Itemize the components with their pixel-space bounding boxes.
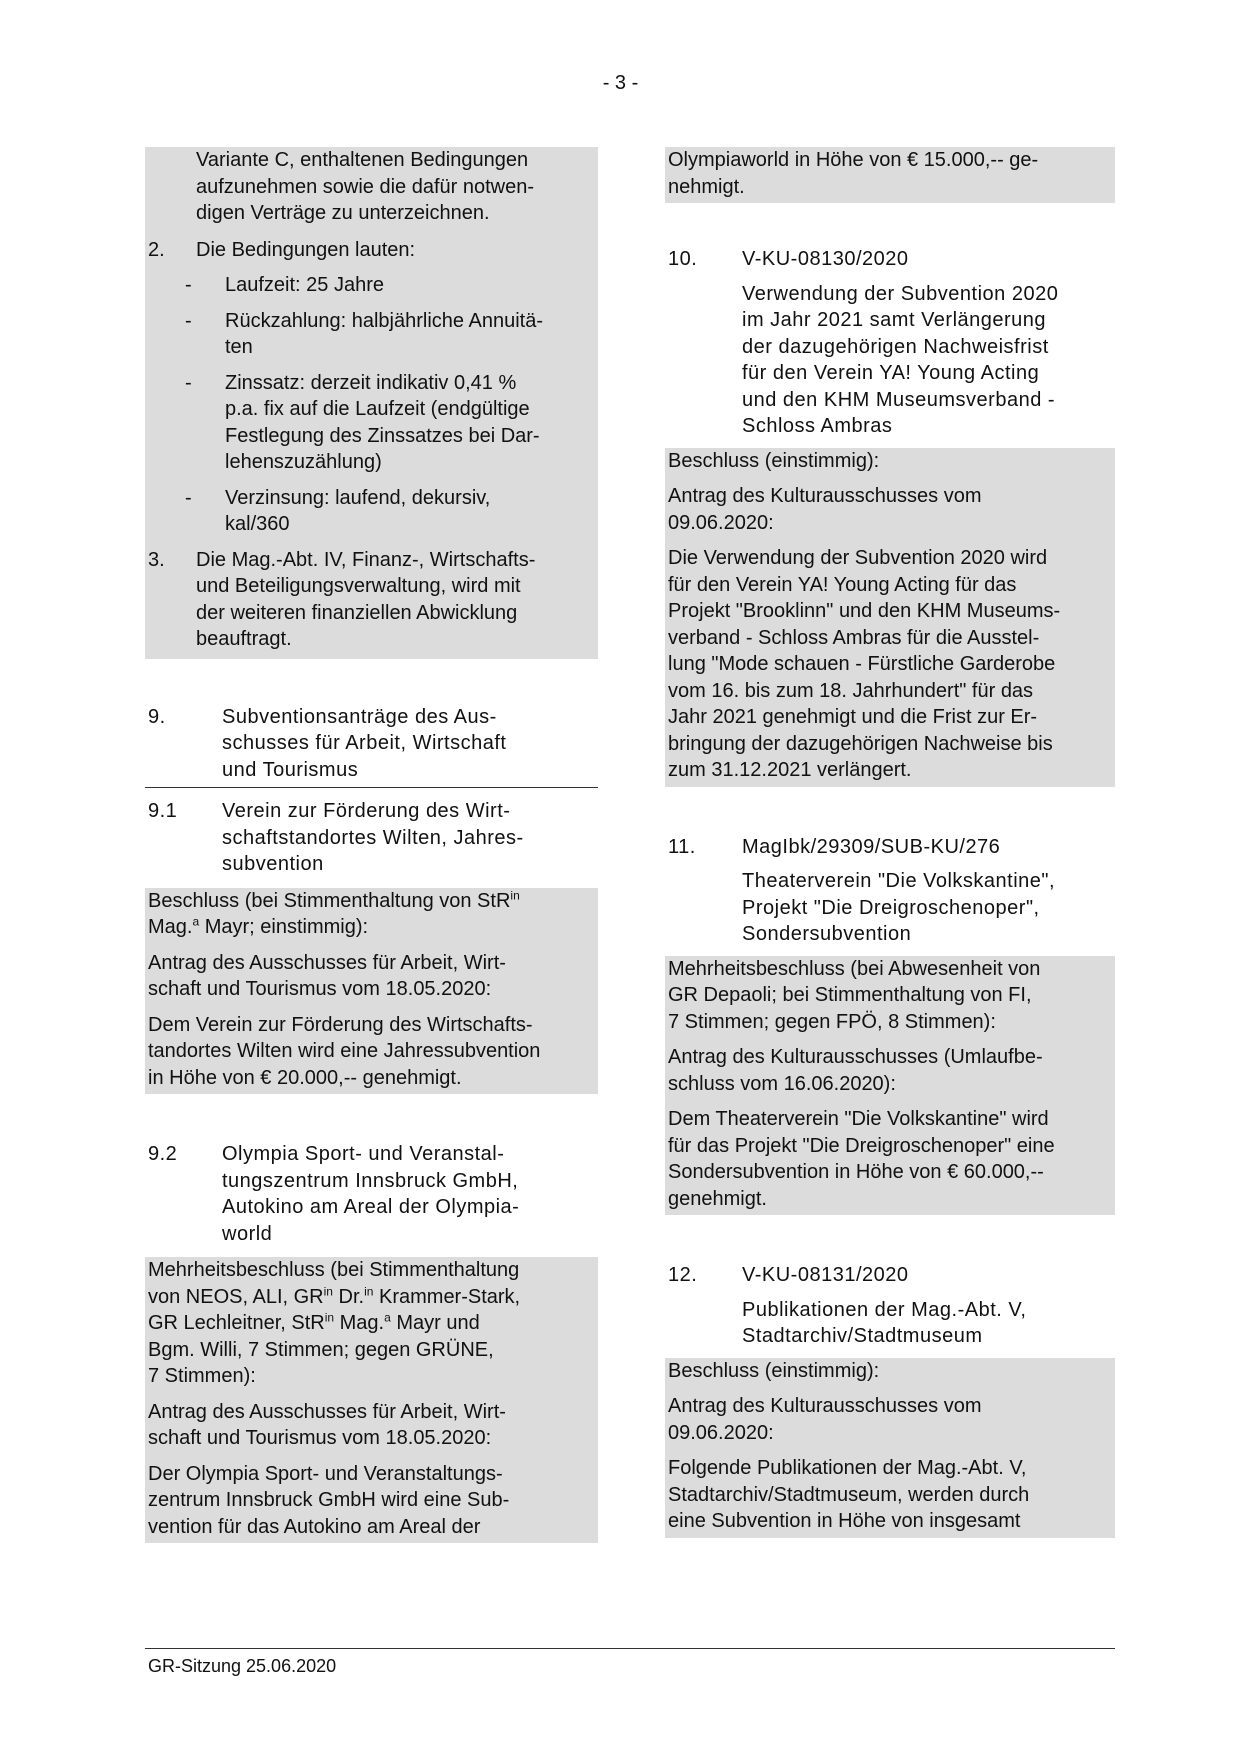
text-span: Mayr; einstimmig): — [199, 916, 369, 938]
list-item-2 — [145, 237, 598, 264]
text-line: Jahr 2021 genehmigt und die Frist zur Er- — [668, 706, 1038, 728]
text-line: und Tourismus — [222, 758, 359, 781]
text-line: 09.06.2020: — [668, 511, 774, 534]
text-line: nehmigt. — [668, 175, 745, 198]
condition-item — [145, 308, 598, 361]
text-line: Projekt "Die Dreigroschenoper", — [742, 896, 1040, 919]
decision-text: Beschluss (einstimmig): — [668, 1359, 880, 1382]
dash-marker: - — [185, 274, 192, 296]
item-9-2-decision-block — [145, 1257, 598, 1543]
footer-text: GR-Sitzung 25.06.2020 — [148, 1656, 337, 1676]
list-text: Die Bedingungen lauten: — [196, 238, 416, 261]
item-title — [222, 1141, 598, 1247]
text-line: schusses für Arbeit, Wirtschaft — [222, 732, 507, 754]
text-line: subvention — [222, 853, 324, 875]
text-line: Zinssatz: derzeit indikativ 0,41 % — [225, 371, 517, 394]
text-line: Antrag des Ausschusses für Arbeit, Wirt- — [148, 1400, 506, 1423]
text-line: 7 Stimmen): — [148, 1365, 256, 1387]
section-11-title — [665, 868, 1115, 948]
section-code: V-KU-08131/2020 — [742, 1264, 909, 1286]
text-line: und Beteiligungsverwaltung, wird mit — [196, 575, 521, 597]
dash-marker: - — [185, 309, 192, 332]
text-line: p.a. fix auf die Laufzeit (endgültige — [225, 398, 530, 420]
resolution-text — [668, 1455, 1112, 1535]
section-10-heading — [665, 246, 1115, 273]
resolution-text — [668, 1106, 1112, 1212]
text-line: Verzinsung: laufend, dekursiv, — [225, 486, 491, 509]
text-line: schluss vom 16.06.2020): — [668, 1072, 896, 1095]
decision-text: Beschluss (einstimmig): — [668, 449, 880, 472]
text-line: genehmigt. — [668, 1187, 767, 1210]
section-10-decision-block — [665, 448, 1115, 787]
condition-text — [225, 485, 598, 538]
section-11-heading — [665, 834, 1115, 861]
section-number: 9. — [148, 705, 166, 728]
text-line: Die Verwendung der Subvention 2020 wird — [668, 547, 1048, 569]
text-line: Bgm. Willi, 7 Stimmen; gegen GRÜNE, — [148, 1338, 494, 1361]
text-span: Mag. — [334, 1312, 385, 1334]
resolution-text — [668, 545, 1112, 784]
item-number: 9.2 — [148, 1143, 178, 1165]
section-12-heading — [665, 1262, 1115, 1289]
text-line: Publikationen der Mag.-Abt. V, — [742, 1298, 1027, 1321]
decision-text — [148, 1257, 595, 1390]
section-11-decision-block — [665, 956, 1115, 1216]
text-line: für den Verein YA! Young Acting für das — [668, 573, 1017, 596]
text-line: Sondersubvention in Höhe von € 60.000,-- — [668, 1161, 1044, 1183]
text-line: Festlegung des Zinssatzes bei Dar- — [225, 424, 540, 447]
text-line: schaft und Tourismus vom 18.05.2020: — [148, 978, 492, 1000]
text-line: beauftragt. — [196, 628, 292, 650]
text-line: Stadtarchiv/Stadtmuseum — [742, 1325, 983, 1347]
text-line: Projekt "Brooklinn" und den KHM Museums- — [668, 600, 1061, 622]
superscript: in — [364, 1283, 374, 1298]
section-number: 10. — [668, 248, 698, 270]
page-number: - 3 - — [602, 72, 639, 94]
left-column — [145, 147, 598, 1543]
text-line: Antrag des Kulturausschusses (Umlaufbe- — [668, 1046, 1043, 1068]
text-line — [148, 1284, 595, 1311]
text-line — [148, 1310, 595, 1337]
condition-text — [225, 370, 598, 476]
resolution-text — [148, 1012, 595, 1092]
text-line: lehenszuzählung) — [225, 451, 382, 473]
text-line: Variante C, enthaltenen Bedingungen — [196, 149, 529, 171]
text-line: Der Olympia Sport- und Veranstaltungs- — [148, 1462, 503, 1485]
text-line: in Höhe von € 20.000,-- genehmigt. — [148, 1066, 462, 1089]
text-line: tungszentrum Innsbruck GmbH, — [222, 1169, 519, 1192]
text-line: zum 31.12.2021 verlängert. — [668, 759, 912, 781]
text-line: Mehrheitsbeschluss (bei Abwesenheit von — [668, 957, 1041, 980]
text-span: Beschluss (bei Stimmenthaltung von StR — [148, 889, 511, 912]
text-line: schaft und Tourismus vom 18.05.2020: — [148, 1427, 492, 1449]
section-12-title — [665, 1297, 1115, 1350]
footer-divider — [145, 1648, 1115, 1649]
superscript: in — [324, 1310, 335, 1325]
text-line: Verwendung der Subvention 2020 — [742, 282, 1059, 305]
text-line: Dem Verein zur Förderung des Wirtschafts- — [148, 1013, 533, 1036]
condition-text: Laufzeit: 25 Jahre — [225, 274, 384, 296]
text-line: bringung der dazugehörigen Nachweise bis — [668, 732, 1053, 755]
antrag-text — [148, 950, 595, 1003]
item-number: 9.1 — [148, 800, 178, 822]
section-number: 11. — [668, 835, 696, 858]
continued-text — [145, 147, 598, 227]
right-column — [665, 147, 1115, 1538]
text-span: Dr. — [332, 1285, 365, 1308]
text-line: zentrum Innsbruck GmbH wird eine Sub- — [148, 1489, 510, 1511]
resolution-text — [148, 1461, 595, 1541]
text-line: Autokino am Areal der Olympia- — [222, 1196, 520, 1218]
text-line: Mehrheitsbeschluss (bei Stimmenthaltung — [148, 1259, 520, 1281]
list-item-3 — [145, 547, 598, 653]
item-9-1-heading — [145, 798, 598, 878]
section-10-title — [665, 281, 1115, 440]
text-line: Subventionsanträge des Aus- — [222, 705, 497, 728]
text-line: verband - Schloss Ambras für die Ausstel- — [668, 626, 1040, 649]
condition-item — [145, 370, 598, 476]
section-number: 12. — [668, 1264, 698, 1286]
superscript: in — [323, 1283, 333, 1298]
text-line: schaftstandortes Wilten, Jahres- — [222, 826, 524, 849]
text-line: Stadtarchiv/Stadtmuseum, werden durch — [668, 1483, 1030, 1506]
continued-block — [145, 147, 598, 659]
condition-text — [225, 308, 598, 361]
text-span: von NEOS, ALI, GR — [148, 1285, 324, 1308]
text-line: für das Projekt "Die Dreigroschenoper" eine — [668, 1134, 1055, 1157]
text-line: für den Verein YA! Young Acting — [742, 362, 1040, 384]
text-line: vention für das Autokino am Areal der — [148, 1515, 481, 1538]
decision-text — [148, 888, 595, 941]
text-line: vom 16. bis zum 18. Jahrhundert" für das — [668, 679, 1034, 702]
antrag-text — [148, 1399, 595, 1452]
dash-marker: - — [185, 486, 192, 509]
text-line: world — [222, 1222, 273, 1245]
section-code: MagIbk/29309/SUB-KU/276 — [742, 835, 1001, 858]
text-line: Schloss Ambras — [742, 415, 893, 437]
text-line: aufzunehmen sowie die dafür notwen- — [196, 175, 534, 198]
antrag-text — [668, 1044, 1112, 1097]
text-span: Mag. — [148, 916, 193, 938]
text-line: Dem Theaterverein "Die Volkskantine" wird — [668, 1108, 1049, 1130]
section-title — [222, 704, 598, 784]
decision-text — [668, 956, 1112, 1036]
list-number: 2. — [148, 238, 165, 261]
text-span: Mayr und — [390, 1312, 480, 1334]
text-line: 09.06.2020: — [668, 1421, 774, 1444]
text-line: Olympiaworld in Höhe von € 15.000,-- ge- — [668, 149, 1039, 171]
condition-item — [145, 272, 598, 299]
antrag-text — [668, 483, 1112, 536]
text-line: Theaterverein "Die Volkskantine", — [742, 870, 1056, 892]
text-line: tandortes Wilten wird eine Jahressubvention — [148, 1040, 541, 1062]
dash-marker: - — [185, 371, 192, 394]
section-12-decision-block — [665, 1358, 1115, 1538]
text-line: der weiteren finanziellen Abwicklung — [196, 601, 518, 624]
text-span: Krammer-Stark, — [373, 1285, 521, 1308]
text-line: Sondersubvention — [742, 923, 912, 945]
text-line: eine Subvention in Höhe von insgesamt — [668, 1510, 1021, 1532]
list-number: 3. — [148, 548, 165, 571]
antrag-text — [668, 1393, 1112, 1446]
text-line: Antrag des Kulturausschusses vom — [668, 485, 982, 507]
section-code: V-KU-08130/2020 — [742, 248, 909, 270]
superscript: a — [192, 914, 200, 929]
text-line: der dazugehörigen Nachweisfrist — [742, 335, 1049, 358]
text-line: Verein zur Förderung des Wirt- — [222, 800, 511, 822]
text-line: Die Mag.-Abt. IV, Finanz-, Wirtschafts- — [196, 548, 536, 571]
item-title — [222, 798, 598, 878]
text-line: kal/360 — [225, 513, 290, 535]
continued-block — [665, 147, 1115, 203]
text-span: GR Lechleitner, StR — [148, 1312, 325, 1334]
condition-item — [145, 485, 598, 538]
text-line: 7 Stimmen; gegen FPÖ, 8 Stimmen): — [668, 1010, 996, 1033]
text-line: ten — [225, 336, 253, 358]
text-line: im Jahr 2021 samt Verlängerung — [742, 309, 1047, 331]
superscript: in — [510, 887, 520, 902]
superscript: a — [384, 1310, 391, 1325]
text-line: Olympia Sport- und Veranstal- — [222, 1143, 505, 1165]
item-9-2-heading — [145, 1141, 598, 1247]
text-line: lung "Mode schauen - Fürstliche Garderobe — [668, 653, 1056, 675]
section-9-heading — [145, 704, 598, 789]
text-line: Folgende Publikationen der Mag.-Abt. V, — [668, 1457, 1027, 1479]
text-line: Rückzahlung: halbjährliche Annuitä- — [225, 309, 543, 332]
text-line: GR Depaoli; bei Stimmenthaltung von FI, — [668, 984, 1032, 1006]
list-text — [196, 547, 598, 653]
text-line: und den KHM Museumsverband - — [742, 388, 1056, 411]
text-line: Antrag des Ausschusses für Arbeit, Wirt- — [148, 951, 506, 974]
item-9-1-decision-block — [145, 888, 598, 1095]
text-line: digen Verträge zu unterzeichnen. — [196, 202, 490, 224]
text-line: Antrag des Kulturausschusses vom — [668, 1395, 982, 1417]
